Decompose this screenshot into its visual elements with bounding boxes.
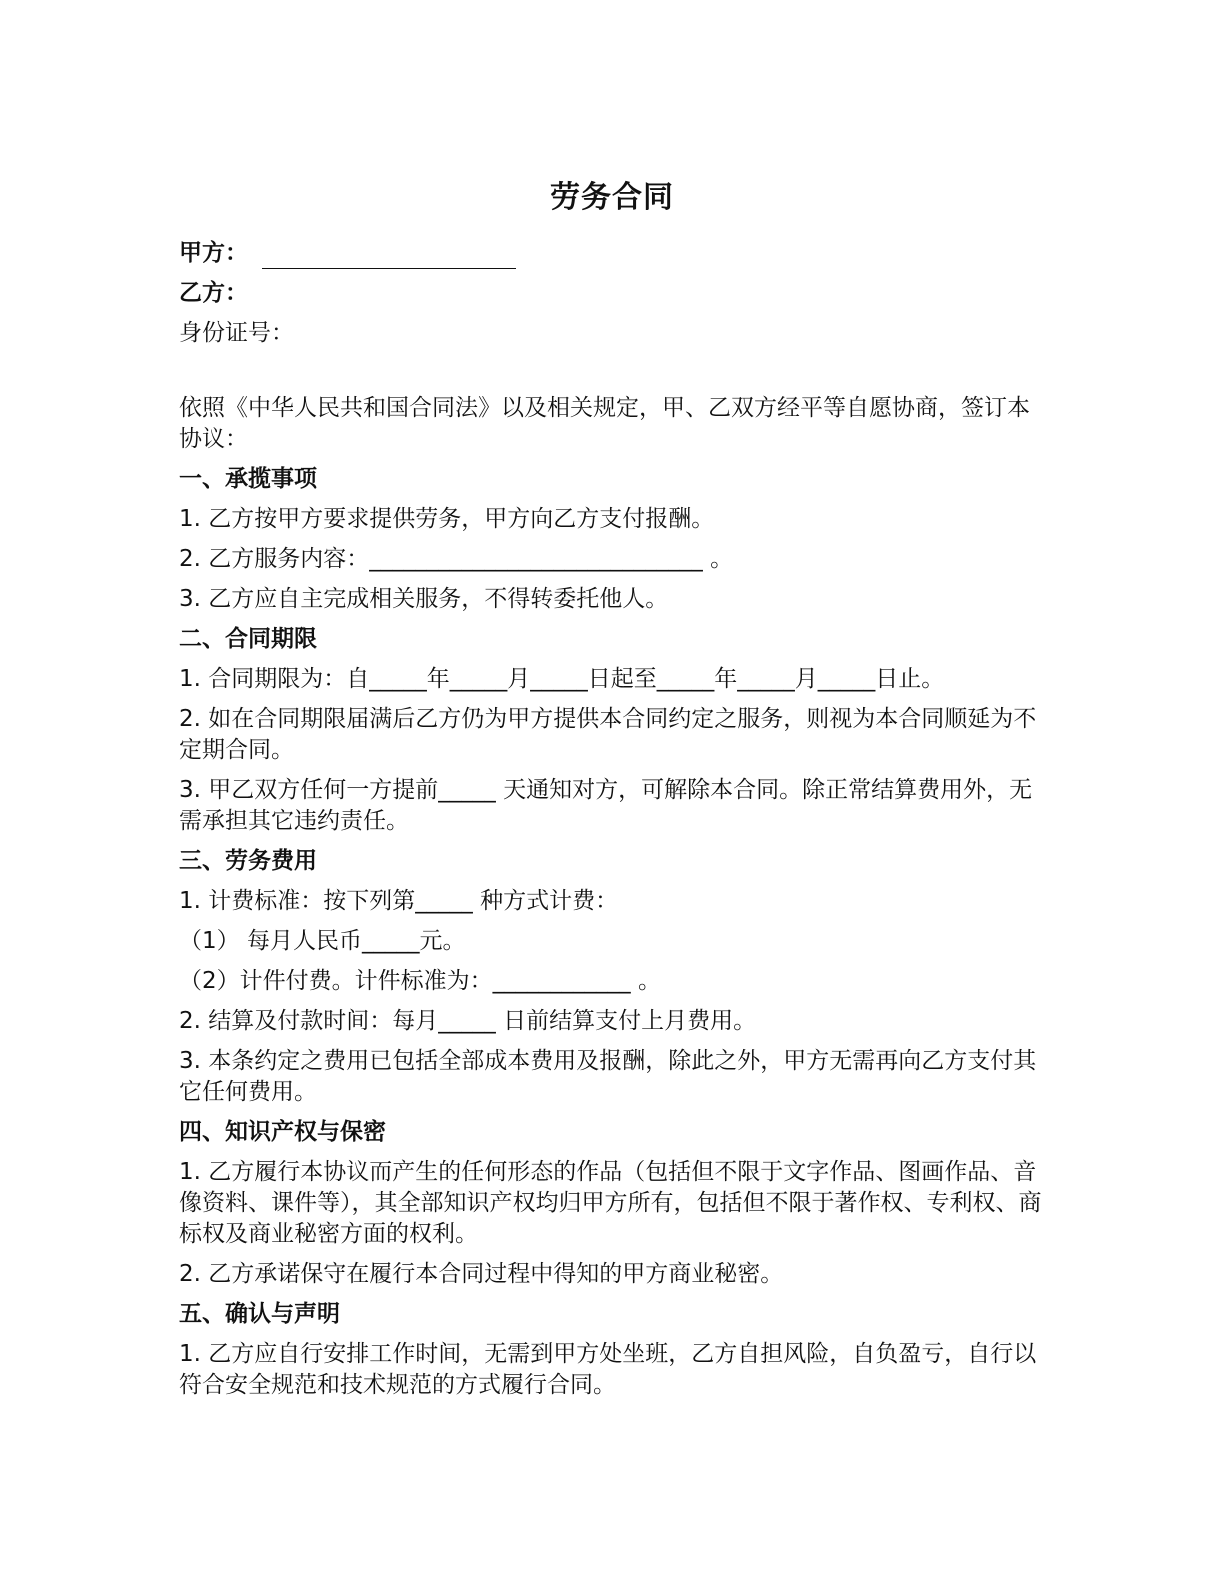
clause-1-1: 1. 乙方按甲方要求提供劳务，甲方向乙方支付报酬。: [179, 506, 715, 532]
party-a-blank: [262, 242, 516, 269]
clause-2-1: 1. 合同期限为：自_____年_____月_____日起至_____年_____月_____日止。: [179, 666, 945, 692]
party-b-label: 乙方：: [179, 280, 248, 306]
id-number-label: 身份证号：: [179, 320, 294, 346]
section-heading-5: 五、确认与声明: [179, 1301, 340, 1327]
party-a-label: 甲方：: [179, 240, 248, 266]
intro-paragraph: 依照《中华人民共和国合同法》以及相关规定，甲、乙双方经平等自愿协商，签订本协议：: [179, 395, 1030, 452]
clause-3-3: 3. 本条约定之费用已包括全部成本费用及报酬，除此之外，甲方无需再向乙方支付其它任何费用。: [179, 1048, 1037, 1105]
clause-3-1-option-2: （2）计件付费。计件标准为：____________ 。: [179, 968, 661, 994]
clause-2-3: 3. 甲乙双方任何一方提前_____ 天通知对方，可解除本合同。除正常结算费用外，无需承担其它违约责任。: [179, 777, 1033, 834]
party-a-line: [179, 238, 1045, 269]
clause-3-2: 2. 结算及付款时间：每月_____ 日前结算支付上月费用。: [179, 1008, 757, 1034]
clause-2-2: 2. 如在合同期限届满后乙方仍为甲方提供本合同约定之服务，则视为本合同顺延为不定期合同。: [179, 706, 1037, 763]
clause-3-1: 1. 计费标准：按下列第_____ 种方式计费：: [179, 888, 619, 914]
document-title: 劳务合同: [550, 180, 674, 215]
section-heading-1: 一、承揽事项: [179, 466, 317, 492]
clause-1-3: 3. 乙方应自主完成相关服务，不得转委托他人。: [179, 586, 669, 612]
clause-4-1: 1. 乙方履行本协议而产生的任何形态的作品（包括但不限于文字作品、图画作品、音像资料、课件等），其全部知识产权均归甲方所有，包括但不限于著作权、专利权、商标权及商业秘密方面的权利。: [179, 1159, 1042, 1247]
clause-4-2: 2. 乙方承诺保守在履行本合同过程中得知的甲方商业秘密。: [179, 1261, 784, 1287]
clause-3-1-option-1: （1） 每月人民币_____元。: [179, 928, 466, 954]
section-heading-3: 三、劳务费用: [179, 848, 317, 874]
clause-5-1: 1. 乙方应自行安排工作时间，无需到甲方处坐班，乙方自担风险，自负盈亏，自行以符合安全规范和技术规范的方式履行合同。: [179, 1341, 1037, 1398]
section-heading-2: 二、合同期限: [179, 626, 317, 652]
clause-1-2: 2. 乙方服务内容：_____________________________ 。: [179, 546, 734, 572]
section-heading-4: 四、知识产权与保密: [179, 1119, 386, 1145]
document-body: [179, 238, 1045, 1410]
